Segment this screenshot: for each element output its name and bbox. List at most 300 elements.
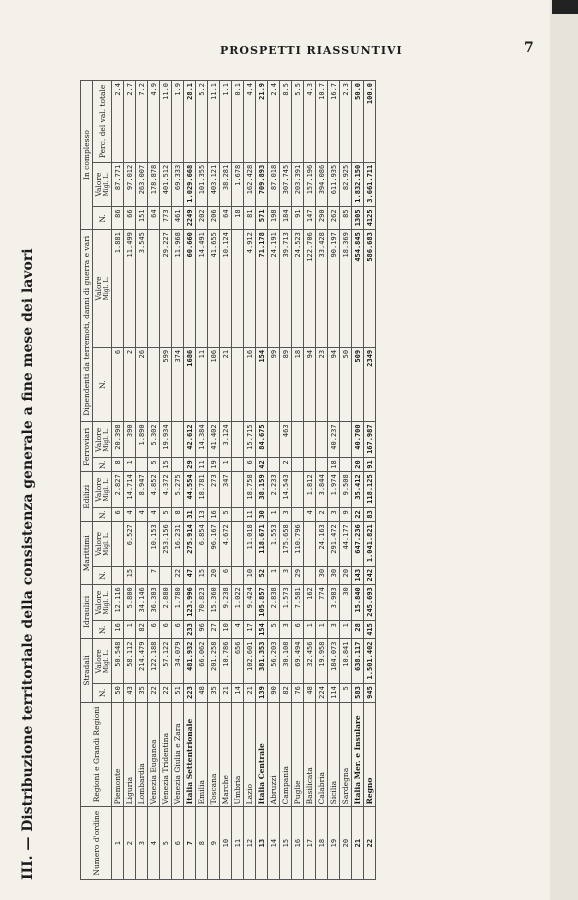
cell-value: 4	[136, 508, 148, 522]
cell-value: 30	[328, 566, 340, 584]
cell-value: 29	[184, 458, 196, 472]
table-row	[148, 81, 160, 880]
subcol-valore	[93, 422, 112, 458]
cell-value: 99	[268, 347, 280, 422]
cell-value: 102.601	[244, 639, 256, 684]
cell-value: 2.7	[124, 81, 136, 163]
region-name: Basilicata	[304, 702, 316, 807]
cell-value: 14.543	[280, 472, 292, 508]
cell-value	[148, 347, 160, 422]
cell-value: 3.661.711	[364, 162, 376, 207]
cell-value: 0.1	[232, 81, 244, 163]
cell-value: 2.880	[160, 585, 172, 621]
table-row	[124, 81, 136, 880]
cell-value: 114	[328, 684, 340, 702]
region-name: Italia Centrale	[256, 702, 268, 807]
cell-value: 5.275	[172, 472, 184, 508]
cell-value: 20.398	[112, 422, 124, 458]
row-index: 16	[292, 807, 304, 880]
cell-value: 15	[196, 566, 208, 584]
region-name: Italia Mer. e Insulare	[352, 702, 364, 807]
cell-value: 10.124	[220, 230, 232, 348]
cell-value: 5	[268, 621, 280, 639]
region-name: Emilia	[196, 702, 208, 807]
row-index: 9	[208, 807, 220, 880]
cell-value: 30.108	[280, 639, 292, 684]
cell-value: 1.501.402	[364, 639, 376, 684]
table-row	[328, 81, 340, 880]
cell-value: 42.612	[184, 422, 196, 458]
cell-value: 586.683	[364, 230, 376, 348]
valore-label: Valore	[94, 172, 103, 197]
cell-value: 463	[280, 422, 292, 458]
unit-label: Migl. L.	[103, 532, 110, 556]
cell-value: 2.233	[268, 472, 280, 508]
cell-value	[160, 566, 172, 584]
cell-value: 14.384	[196, 422, 208, 458]
unit-label: Migl. L.	[103, 590, 110, 615]
cell-value: 57.122	[160, 639, 172, 684]
cell-value: 6.527	[124, 522, 136, 567]
cell-value: 2249	[184, 207, 196, 230]
cell-value: 3	[328, 508, 340, 522]
cell-value: 147	[304, 207, 316, 230]
region-name: Calabria	[316, 702, 328, 807]
cell-value: 118.125	[364, 472, 376, 508]
cell-value: 403.121	[208, 162, 220, 207]
cell-value: 611.935	[328, 162, 340, 207]
cell-value: 27	[208, 621, 220, 639]
distribution-table	[80, 80, 376, 880]
cell-value: 1	[340, 621, 352, 639]
table-row	[268, 81, 280, 880]
cell-value: 17	[244, 621, 256, 639]
cell-value: 6	[112, 347, 124, 422]
cell-value: 58.112	[124, 639, 136, 684]
cell-value: 3.124	[220, 422, 232, 458]
cell-value: 202	[196, 207, 208, 230]
row-index: 18	[316, 807, 328, 880]
subcol-n: N.	[93, 458, 112, 472]
cell-value: 275.914	[184, 522, 196, 567]
cell-value: 87.018	[268, 162, 280, 207]
unit-label: Migl. L.	[103, 478, 110, 502]
table-row	[304, 81, 316, 880]
cell-value: 21	[244, 684, 256, 702]
cell-value: 638.117	[352, 639, 364, 684]
cell-value: 11	[196, 347, 208, 422]
cell-value: 15.360	[208, 585, 220, 621]
row-index: 14	[268, 807, 280, 880]
cell-value: 307.745	[280, 162, 292, 207]
col-group: Dipendenti da terremoti, danni di guerra e vari	[81, 230, 93, 422]
cell-value: 203.391	[292, 162, 304, 207]
cell-value: 50	[340, 347, 352, 422]
cell-value: 23	[316, 347, 328, 422]
row-index: 17	[304, 807, 316, 880]
cell-value: 5	[220, 508, 232, 522]
cell-value: 42	[256, 458, 268, 472]
cell-value: 21	[220, 347, 232, 422]
cell-value: 291.472	[328, 522, 340, 567]
cell-value: 7	[148, 566, 160, 584]
cell-value: 7.2	[136, 81, 148, 163]
region-name: Sardegna	[340, 702, 352, 807]
cell-value: 18.781	[196, 472, 208, 508]
cell-value: 1.832.150	[352, 162, 364, 207]
cell-value: 347	[220, 472, 232, 508]
cell-value: 69.494	[292, 639, 304, 684]
cell-value: 2349	[364, 347, 376, 422]
cell-value	[232, 566, 244, 584]
cell-value: 39.713	[280, 230, 292, 348]
cell-value: 1.678	[232, 162, 244, 207]
cell-value: 82	[280, 684, 292, 702]
cell-value: 3.545	[136, 230, 148, 348]
row-index: 2	[124, 807, 136, 880]
cell-value: 14	[232, 684, 244, 702]
cell-value: 656	[232, 639, 244, 684]
cell-value: 38.159	[256, 472, 268, 508]
cell-value: 66	[124, 207, 136, 230]
cell-value: 143	[352, 566, 364, 584]
cell-value: 96.167	[208, 522, 220, 567]
cell-value: 167.987	[364, 422, 376, 458]
cell-value: 1	[124, 621, 136, 639]
region-name: Umbria	[232, 702, 244, 807]
cell-value: 1.780	[172, 585, 184, 621]
region-name: Venezia Giulia e Zara	[172, 702, 184, 807]
cell-value: 162	[304, 585, 316, 621]
subcol-n: N.	[93, 508, 112, 522]
cell-value: 1.553	[268, 522, 280, 567]
cell-value	[112, 522, 124, 567]
cell-value: 3	[280, 621, 292, 639]
cell-value	[316, 422, 328, 458]
region-name: Toscana	[208, 702, 220, 807]
cell-value: 89	[280, 347, 292, 422]
cell-value: 3.983	[328, 585, 340, 621]
cell-value	[232, 522, 244, 567]
cell-value: 11	[244, 508, 256, 522]
cell-value	[292, 458, 304, 472]
cell-value: 6	[244, 458, 256, 472]
page-edge	[550, 0, 578, 900]
cell-value: 83	[364, 508, 376, 522]
cell-value: 21.9	[256, 81, 268, 163]
cell-value: 945	[364, 684, 376, 702]
cell-value	[148, 230, 160, 348]
cell-value: 4.672	[220, 522, 232, 567]
cell-value: 22	[172, 566, 184, 584]
cell-value: 32.456	[304, 639, 316, 684]
cell-value: 29.227	[160, 230, 172, 348]
cell-value	[316, 458, 328, 472]
cell-value: 1.041.821	[364, 522, 376, 567]
page-number: 7	[524, 40, 534, 56]
cell-value: 583	[352, 684, 364, 702]
cell-value: 122.188	[148, 639, 160, 684]
cell-value	[268, 458, 280, 472]
cell-value: 16	[112, 621, 124, 639]
table-row	[220, 81, 232, 880]
cell-value: 70.823	[196, 585, 208, 621]
cell-value: 24.191	[268, 230, 280, 348]
cell-value: 35	[136, 684, 148, 702]
cell-value: 154	[256, 347, 268, 422]
cell-value: 10	[220, 621, 232, 639]
cell-value: 2.838	[268, 585, 280, 621]
cell-value: 773	[160, 207, 172, 230]
row-index: 22	[364, 807, 376, 880]
cell-value: 14.714	[124, 472, 136, 508]
cell-value: 18.758	[244, 472, 256, 508]
subcol-valore	[93, 522, 112, 567]
cell-value	[304, 422, 316, 458]
row-index: 15	[280, 807, 292, 880]
row-index: 21	[352, 807, 364, 880]
col-regioni: Regioni e Grandi Regioni	[81, 702, 112, 807]
cell-value: 11.018	[244, 522, 256, 567]
cell-value: 48	[304, 684, 316, 702]
cell-value: 28.1	[184, 81, 196, 163]
unit-label: Migl. L.	[103, 172, 110, 197]
table-row	[256, 81, 268, 880]
cell-value: 262	[328, 207, 340, 230]
cell-value: 4	[124, 508, 136, 522]
cell-value: 60.660	[184, 230, 196, 348]
cell-value: 162.428	[244, 162, 256, 207]
row-index: 19	[328, 807, 340, 880]
cell-value: 1	[220, 458, 232, 472]
cell-value: 50	[112, 684, 124, 702]
cell-value: 21	[220, 684, 232, 702]
cell-value: 11.0	[160, 81, 172, 163]
cell-value: 90	[268, 684, 280, 702]
cell-value: 30	[340, 585, 352, 621]
cell-value: 86	[112, 207, 124, 230]
cell-value: 97.012	[124, 162, 136, 207]
cell-value: 10.153	[148, 522, 160, 567]
cell-value: 56.203	[268, 639, 280, 684]
table-row	[364, 81, 376, 880]
cell-value: 8	[172, 508, 184, 522]
cell-value: 36.383	[148, 585, 160, 621]
cell-value: 18	[292, 347, 304, 422]
cell-value: 118.671	[256, 522, 268, 567]
cell-value: 48	[196, 684, 208, 702]
valore-label: Valore	[94, 590, 103, 615]
cell-value: 50.548	[112, 639, 124, 684]
cell-value: 4.9	[148, 81, 160, 163]
cell-value: 40.237	[328, 422, 340, 458]
table-row	[244, 81, 256, 880]
cell-value: 110.796	[292, 522, 304, 567]
cell-value: 20	[208, 566, 220, 584]
cell-value: 390	[124, 422, 136, 458]
cell-value: 10.786	[220, 639, 232, 684]
table-row	[352, 81, 364, 880]
cell-value: 101.355	[196, 162, 208, 207]
cell-value: 2	[316, 508, 328, 522]
valore-label: Valore	[94, 477, 103, 502]
cell-value: 16	[244, 347, 256, 422]
col-group: Stradali	[81, 639, 93, 702]
cell-value: 38.281	[220, 162, 232, 207]
cell-value: 8.5	[280, 81, 292, 163]
row-index: 12	[244, 807, 256, 880]
table-body	[112, 81, 376, 880]
cell-value: 5.800	[124, 585, 136, 621]
cell-value: 2.827	[112, 472, 124, 508]
cell-value: 6.854	[196, 522, 208, 567]
cell-value: 242	[364, 566, 376, 584]
cell-value: 28	[352, 621, 364, 639]
cell-value: 1.974	[328, 472, 340, 508]
cell-value: 19	[208, 458, 220, 472]
cell-value: 1.881	[112, 230, 124, 348]
cell-value: 2.3	[340, 81, 352, 163]
cell-value: 31	[184, 508, 196, 522]
cell-value: 223	[184, 684, 196, 702]
cell-value: 19.934	[160, 422, 172, 458]
region-name: Sicilia	[328, 702, 340, 807]
cell-value: 139	[256, 684, 268, 702]
cell-value: 35.412	[352, 472, 364, 508]
cell-value: 82	[136, 621, 148, 639]
valore-label: Valore	[94, 276, 103, 301]
region-name: Lazio	[244, 702, 256, 807]
edge-mark	[552, 0, 578, 14]
cell-value: 415	[364, 621, 376, 639]
cell-value: 245.693	[364, 585, 376, 621]
cell-value: 44.177	[340, 522, 352, 567]
cell-value: 1	[268, 566, 280, 584]
cell-value: 29	[292, 566, 304, 584]
cell-value: 6	[160, 621, 172, 639]
cell-value: 47	[184, 566, 196, 584]
cell-value: 9	[340, 508, 352, 522]
region-name: Marche	[220, 702, 232, 807]
subcol-valore	[93, 585, 112, 621]
cell-value: 16	[208, 508, 220, 522]
cell-value	[136, 566, 148, 584]
row-index: 4	[148, 807, 160, 880]
cell-value: 15.840	[352, 585, 364, 621]
cell-value: 15	[124, 566, 136, 584]
rotated-table-block	[20, 80, 550, 880]
cell-value: 15	[160, 458, 172, 472]
cell-value: 40.700	[352, 422, 364, 458]
row-index: 6	[172, 807, 184, 880]
cell-value	[112, 566, 124, 584]
cell-value: 1305	[352, 207, 364, 230]
cell-value: 454.845	[352, 230, 364, 348]
col-group: In complesso	[81, 81, 93, 230]
cell-value: 4.852	[148, 472, 160, 508]
cell-value: 52	[256, 566, 268, 584]
cell-value	[232, 422, 244, 458]
cell-value: 30	[316, 566, 328, 584]
cell-value: 224	[316, 684, 328, 702]
cell-value: 64	[148, 207, 160, 230]
cell-value: 76	[292, 684, 304, 702]
cell-value: 20	[340, 566, 352, 584]
cell-value: 8	[112, 458, 124, 472]
cell-value: 106	[208, 347, 220, 422]
cell-value: 10.7	[316, 81, 328, 163]
cell-value: 81	[244, 207, 256, 230]
cell-value: 51	[172, 684, 184, 702]
region-name: Venezia Euganea	[148, 702, 160, 807]
cell-value: 263.007	[136, 162, 148, 207]
valore-label: Valore	[94, 649, 103, 674]
cell-value: 3	[280, 566, 292, 584]
cell-value: 11.499	[124, 230, 136, 348]
cell-value: 6	[172, 621, 184, 639]
cell-value: 5	[340, 684, 352, 702]
col-group: Edilizi	[81, 472, 93, 522]
cell-value: 43	[124, 684, 136, 702]
cell-value: 4.4	[244, 81, 256, 163]
cell-value: 34.146	[136, 585, 148, 621]
cell-value: 64	[220, 207, 232, 230]
unit-label: Migl. L.	[103, 649, 110, 674]
cell-value: 4.372	[160, 472, 172, 508]
cell-value: 4	[304, 508, 316, 522]
cell-value: 5.2	[196, 81, 208, 163]
unit-label: Migl. L.	[103, 428, 110, 452]
cell-value: 22	[352, 508, 364, 522]
table-title: III. — Distribuzione territoriale della consistenza generale a fine mese dei lavori	[20, 248, 36, 880]
table-row	[184, 81, 196, 880]
cell-value: 82.925	[340, 162, 352, 207]
cell-value: 26	[136, 347, 148, 422]
cell-value: 24.523	[292, 230, 304, 348]
cell-value: 94	[304, 347, 316, 422]
cell-value: 1686	[184, 347, 196, 422]
cell-value	[172, 458, 184, 472]
cell-value: 66.062	[196, 639, 208, 684]
cell-value: 96	[196, 621, 208, 639]
cell-value	[268, 422, 280, 458]
cell-value: 151	[136, 207, 148, 230]
table-row	[160, 81, 172, 880]
cell-value: 1.573	[280, 585, 292, 621]
cell-value: 599	[160, 347, 172, 422]
cell-value: 33.428	[316, 230, 328, 348]
cell-value: 122.706	[304, 230, 316, 348]
cell-value: 1.812	[304, 472, 316, 508]
row-index: 7	[184, 807, 196, 880]
cell-value: 10.841	[340, 639, 352, 684]
cell-value: 123.996	[184, 585, 196, 621]
cell-value: 481.932	[184, 639, 196, 684]
region-name: Lombardia	[136, 702, 148, 807]
cell-value: 214.479	[136, 639, 148, 684]
table-row	[340, 81, 352, 880]
cell-value: 34.079	[172, 639, 184, 684]
cell-value	[232, 472, 244, 508]
subcol-n: N.	[93, 621, 112, 639]
valore-label: Valore	[94, 427, 103, 452]
cell-value: 4.3	[304, 81, 316, 163]
cell-value: 84.675	[256, 422, 268, 458]
subcol-n: N.	[93, 684, 112, 702]
cell-value: 11.1	[208, 81, 220, 163]
cell-value: 7.581	[292, 585, 304, 621]
cell-value: 90.197	[328, 230, 340, 348]
